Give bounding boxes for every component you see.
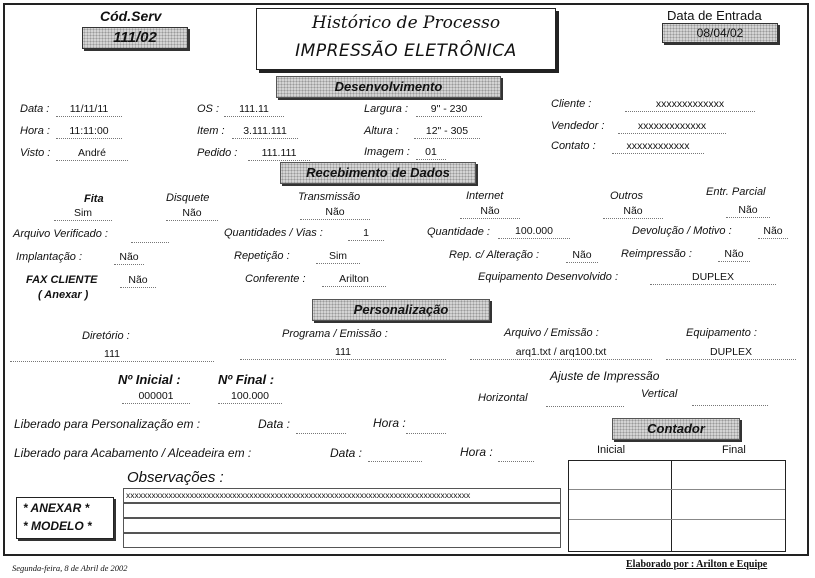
item-field[interactable]: 3.111.111 [232, 125, 298, 139]
vendedor-field[interactable]: xxxxxxxxxxxxx [618, 120, 726, 134]
liberado-acab-hora-label: Hora : [460, 445, 493, 459]
diretorio-label: Diretório : [82, 330, 130, 342]
cod-serv-label: Cód.Serv [100, 8, 162, 24]
footer-date: Segunda-feira, 8 de Abril de 2002 [12, 563, 128, 573]
n-final-label: Nº Final : [218, 372, 275, 387]
liberado-pers-hora-label: Hora : [373, 416, 406, 430]
largura-label: Largura : [364, 103, 409, 115]
reimpressao-label: Reimpressão : [621, 248, 692, 260]
contador-row-line [569, 489, 785, 490]
contador-inicial-label: Inicial [597, 444, 626, 456]
equipamento-desenvolvido-label: Equipamento Desenvolvido : [478, 271, 619, 283]
title-box [256, 8, 556, 70]
observacoes-line[interactable] [123, 518, 561, 533]
cliente-field[interactable]: xxxxxxxxxxxxx [625, 98, 755, 112]
observacoes-label: Observações : [127, 469, 224, 486]
os-field[interactable]: 111.11 [224, 103, 284, 117]
rep-alteracao-field[interactable]: Não [566, 249, 598, 263]
arquivo-verificado-field[interactable] [131, 229, 169, 243]
anexar-label: * ANEXAR * [23, 501, 90, 515]
cliente-label: Cliente : [551, 98, 592, 110]
os-label: OS : [197, 103, 220, 115]
disquete-label: Disquete [166, 192, 210, 204]
equipamento-desenvolvido-field[interactable]: DUPLEX [650, 271, 776, 285]
ajuste-impressao-label: Ajuste de Impressão [550, 369, 660, 383]
observacoes-line[interactable]: xxxxxxxxxxxxxxxxxxxxxxxxxxxxxxxxxxxxxxxxxxxxxxxxxxxxxxxxxxxxxxxxxxxxxxxxxxxxxxxxx [123, 488, 561, 503]
entr-parcial-label: Entr. Parcial [706, 186, 766, 198]
outros-label: Outros [610, 190, 644, 202]
internet-label: Internet [466, 190, 504, 202]
visto-label: Visto : [20, 147, 51, 159]
contador-final-label: Final [722, 444, 746, 456]
contador-divider [671, 461, 672, 551]
liberado-acab-hora-field[interactable] [498, 448, 534, 462]
altura-label: Altura : [364, 125, 399, 137]
imagem-label: Imagem : [364, 146, 410, 158]
section-desenvolvimento: Desenvolvimento [276, 76, 501, 98]
quantidades-vias-field[interactable]: 1 [348, 227, 384, 241]
disquete-field[interactable]: Não [166, 207, 218, 221]
data-field[interactable]: 11/11/11 [56, 103, 122, 117]
footer-elaborado: Elaborado por : Arilton e Equipe [626, 559, 768, 570]
transmissao-field[interactable]: Não [300, 206, 370, 220]
section-recebimento: Recebimento de Dados [280, 162, 476, 184]
liberado-acabamento-label: Liberado para Acabamento / Alceadeira em : [14, 446, 252, 460]
data-entrada-value: 08/04/02 [662, 23, 778, 43]
vendedor-label: Vendedor : [551, 120, 605, 132]
quantidade-label: Quantidade : [427, 226, 490, 238]
modelo-label: * MODELO * [23, 519, 92, 533]
section-contador: Contador [612, 418, 740, 440]
hora-label: Hora : [20, 125, 50, 137]
liberado-pers-data-field[interactable] [296, 420, 346, 434]
equipamento-field[interactable]: DUPLEX [666, 346, 796, 360]
n-final-field[interactable]: 100.000 [218, 390, 282, 404]
internet-field[interactable]: Não [460, 205, 520, 219]
title-line1: Histórico de Processo [311, 13, 501, 33]
devolucao-motivo-field[interactable]: Não [758, 225, 788, 239]
vertical-label: Vertical [641, 388, 678, 400]
diretorio-field[interactable]: 111 [10, 348, 214, 362]
title-line2: IMPRESSÃO ELETRÔNICA [295, 41, 517, 61]
pedido-field[interactable]: 111.111 [248, 147, 310, 161]
liberado-pers-data-label: Data : [258, 417, 291, 431]
arquivo-emissao-label: Arquivo / Emissão : [504, 327, 599, 339]
fax-anexar-label: ( Anexar ) [38, 289, 89, 301]
hora-field[interactable]: 11:11:00 [56, 125, 122, 139]
data-label: Data : [20, 103, 50, 115]
entr-parcial-field[interactable]: Não [726, 204, 770, 218]
fita-label: Fita [84, 193, 104, 205]
arquivo-emissao-field[interactable]: arq1.txt / arq100.txt [470, 346, 652, 360]
repeticao-field[interactable]: Sim [316, 250, 360, 264]
pedido-label: Pedido : [197, 147, 238, 159]
contador-row-line [569, 519, 785, 520]
programa-emissao-field[interactable]: 111 [240, 346, 446, 360]
contato-field[interactable]: xxxxxxxxxxxx [612, 140, 704, 154]
contador-final-cell[interactable] [675, 463, 783, 487]
imagem-field[interactable]: 01 [416, 146, 446, 160]
equipamento-label: Equipamento : [686, 327, 757, 339]
cod-serv-value: 111/02 [82, 27, 188, 49]
horizontal-field[interactable] [546, 393, 624, 407]
liberado-personalizacao-label: Liberado para Personalização em : [14, 417, 201, 431]
fita-field[interactable]: Sim [54, 207, 112, 221]
contato-label: Contato : [551, 140, 596, 152]
conferente-field[interactable]: Arilton [322, 273, 386, 287]
repeticao-label: Repetição : [234, 250, 290, 262]
contador-table [568, 460, 786, 552]
observacoes-line[interactable] [123, 533, 561, 548]
n-inicial-label: Nº Inicial : [118, 372, 181, 387]
implantacao-field[interactable]: Não [114, 251, 144, 265]
vertical-field[interactable] [692, 392, 768, 406]
liberado-acab-data-field[interactable] [368, 448, 422, 462]
programa-emissao-label: Programa / Emissão : [282, 328, 388, 340]
conferente-label: Conferente : [245, 273, 306, 285]
data-entrada-label: Data de Entrada [667, 8, 762, 23]
rep-alteracao-label: Rep. c/ Alteração : [449, 249, 540, 261]
arquivo-verificado-label: Arquivo Verificado : [13, 228, 108, 240]
horizontal-label: Horizontal [478, 392, 528, 404]
fax-cliente-field[interactable]: Não [120, 274, 156, 288]
implantacao-label: Implantação : [16, 251, 83, 263]
anexar-modelo-box [16, 497, 114, 539]
quantidades-vias-label: Quantidades / Vias : [224, 227, 323, 239]
contador-inicial-cell[interactable] [571, 463, 669, 487]
reimpressao-field[interactable]: Não [718, 248, 750, 262]
n-inicial-field[interactable]: 000001 [122, 390, 190, 404]
liberado-pers-hora-field[interactable] [406, 420, 446, 434]
section-personalizacao: Personalização [312, 299, 490, 321]
altura-field[interactable]: 12" - 305 [414, 125, 480, 139]
fax-cliente-label: FAX CLIENTE [26, 274, 98, 286]
quantidade-field[interactable]: 100.000 [498, 225, 570, 239]
devolucao-motivo-label: Devolução / Motivo : [632, 225, 732, 237]
largura-field[interactable]: 9" - 230 [416, 103, 482, 117]
liberado-acab-data-label: Data : [330, 446, 363, 460]
observacoes-line[interactable] [123, 503, 561, 518]
item-label: Item : [197, 125, 225, 137]
visto-field[interactable]: André [56, 147, 128, 161]
transmissao-label: Transmissão [298, 191, 361, 203]
outros-field[interactable]: Não [603, 205, 663, 219]
